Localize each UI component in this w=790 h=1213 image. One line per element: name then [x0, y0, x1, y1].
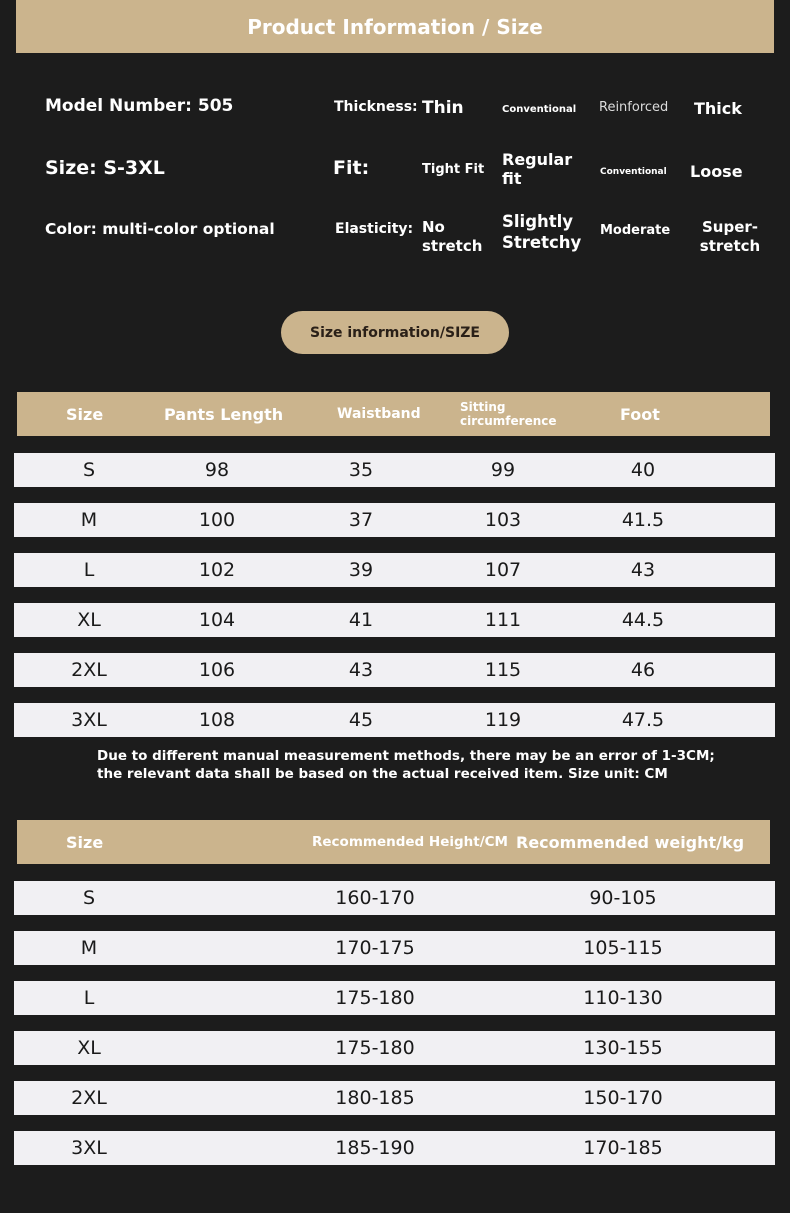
- color-info: Color: multi-color optional: [45, 220, 275, 238]
- pants-length-cell: 104: [198, 609, 236, 631]
- pants-length-cell: 98: [204, 459, 230, 481]
- size-cell: S: [82, 459, 96, 481]
- measurement-note-line-2: the relevant data shall be based on the actual received item. Size unit: CM: [97, 766, 668, 782]
- rec-height-col-header: Recommended Height/CM: [312, 834, 508, 850]
- recommended-height-cell: 180-185: [335, 1087, 415, 1109]
- size-range: Size: S-3XL: [45, 157, 165, 179]
- elasticity-option-slightly-stretchy: Slightly Stretchy: [502, 212, 582, 252]
- foot-cell: 44.5: [621, 609, 665, 631]
- waistband-cell: 41: [348, 609, 374, 631]
- table-row: [14, 881, 775, 915]
- foot-cell: 40: [630, 459, 656, 481]
- size-cell: XL: [77, 1037, 101, 1059]
- table-row: [14, 653, 775, 687]
- size-cell: XL: [77, 609, 101, 631]
- waistband-cell: 43: [348, 659, 374, 681]
- table-row: [14, 603, 775, 637]
- sitting-circumference-cell: 119: [484, 709, 522, 731]
- elasticity-option-super-stretch: Super-stretch: [699, 218, 761, 255]
- recommendation-table-header: [17, 820, 770, 864]
- size-cell: 3XL: [71, 1137, 107, 1159]
- size-cell: M: [80, 937, 98, 959]
- foot-cell: 43: [630, 559, 656, 581]
- size-col-header: Size: [66, 404, 104, 424]
- size-cell: L: [83, 987, 95, 1009]
- recommended-weight-cell: 130-155: [583, 1037, 663, 1059]
- table-row: [14, 703, 775, 737]
- size-info-heading: [281, 311, 509, 354]
- recommended-height-cell: 185-190: [335, 1137, 415, 1159]
- waistband-cell: 45: [348, 709, 374, 731]
- recommended-weight-cell: 170-185: [583, 1137, 663, 1159]
- recommended-height-cell: 175-180: [335, 987, 415, 1009]
- thickness-option-thin: Thin: [422, 98, 464, 118]
- recommended-height-cell: 160-170: [335, 887, 415, 909]
- fit-option-conventional: Conventional: [600, 167, 667, 177]
- waistband-cell: 39: [348, 559, 374, 581]
- recommended-weight-cell: 90-105: [589, 887, 657, 909]
- rec-size-col-header: Size: [66, 832, 104, 852]
- size-info-heading-text: Size information/SIZE: [309, 324, 480, 341]
- recommended-height-cell: 170-175: [335, 937, 415, 959]
- foot-col-header: Foot: [620, 404, 660, 424]
- thickness-option-reinforced: Reinforced: [599, 100, 669, 115]
- measurement-note: [97, 747, 715, 783]
- thickness-option-conventional: Conventional: [502, 104, 577, 115]
- size-cell: M: [80, 509, 98, 531]
- size-cell: 2XL: [71, 659, 107, 681]
- fit-label: Fit:: [333, 157, 370, 179]
- sitting-circumference-col-header: Sitting circumference: [460, 400, 557, 428]
- pants-length-cell: 100: [198, 509, 236, 531]
- page-title: Product Information / Size: [247, 14, 543, 39]
- model-number: Model Number: 505: [45, 96, 234, 116]
- sitting-circumference-cell: 115: [484, 659, 522, 681]
- size-cell: S: [82, 887, 96, 909]
- foot-cell: 47.5: [621, 709, 665, 731]
- thickness-label: Thickness:: [334, 99, 418, 115]
- waistband-cell: 37: [348, 509, 374, 531]
- elasticity-option-moderate: Moderate: [600, 223, 671, 238]
- pants-length-col-header: Pants Length: [164, 404, 284, 424]
- foot-cell: 46: [630, 659, 656, 681]
- page-title-banner: [16, 0, 774, 53]
- foot-cell: 41.5: [621, 509, 665, 531]
- table-row: [14, 1131, 775, 1165]
- sitting-circumference-cell: 111: [484, 609, 522, 631]
- table-row: [14, 453, 775, 487]
- measurement-note-line-1: Due to different manual measurement methods, there may be an error of 1-3CM;: [97, 748, 715, 764]
- fit-option-regular: Regular fit: [502, 150, 573, 188]
- size-cell: 2XL: [71, 1087, 107, 1109]
- waistband-cell: 35: [348, 459, 374, 481]
- size-table-header: [17, 392, 770, 436]
- fit-option-loose: Loose: [690, 162, 743, 181]
- waistband-col-header: Waistband: [337, 406, 421, 422]
- sitting-circumference-cell: 107: [484, 559, 522, 581]
- table-row: [14, 553, 775, 587]
- pants-length-cell: 106: [198, 659, 236, 681]
- pants-length-cell: 108: [198, 709, 236, 731]
- thickness-option-thick: Thick: [694, 99, 742, 118]
- recommended-weight-cell: 105-115: [583, 937, 663, 959]
- table-row: [14, 981, 775, 1015]
- elasticity-option-no-stretch: No stretch: [422, 218, 483, 255]
- table-row: [14, 1031, 775, 1065]
- table-row: [14, 503, 775, 537]
- table-row: [14, 931, 775, 965]
- rec-weight-col-header: Recommended weight/kg: [516, 832, 745, 852]
- size-cell: L: [83, 559, 95, 581]
- recommended-height-cell: 175-180: [335, 1037, 415, 1059]
- sitting-circumference-cell: 103: [484, 509, 522, 531]
- size-cell: 3XL: [71, 709, 107, 731]
- recommended-weight-cell: 150-170: [583, 1087, 663, 1109]
- fit-option-tight: Tight Fit: [422, 162, 485, 177]
- pants-length-cell: 102: [198, 559, 236, 581]
- recommended-weight-cell: 110-130: [583, 987, 663, 1009]
- sitting-circumference-cell: 99: [490, 459, 516, 481]
- elasticity-label: Elasticity:: [335, 221, 414, 237]
- table-row: [14, 1081, 775, 1115]
